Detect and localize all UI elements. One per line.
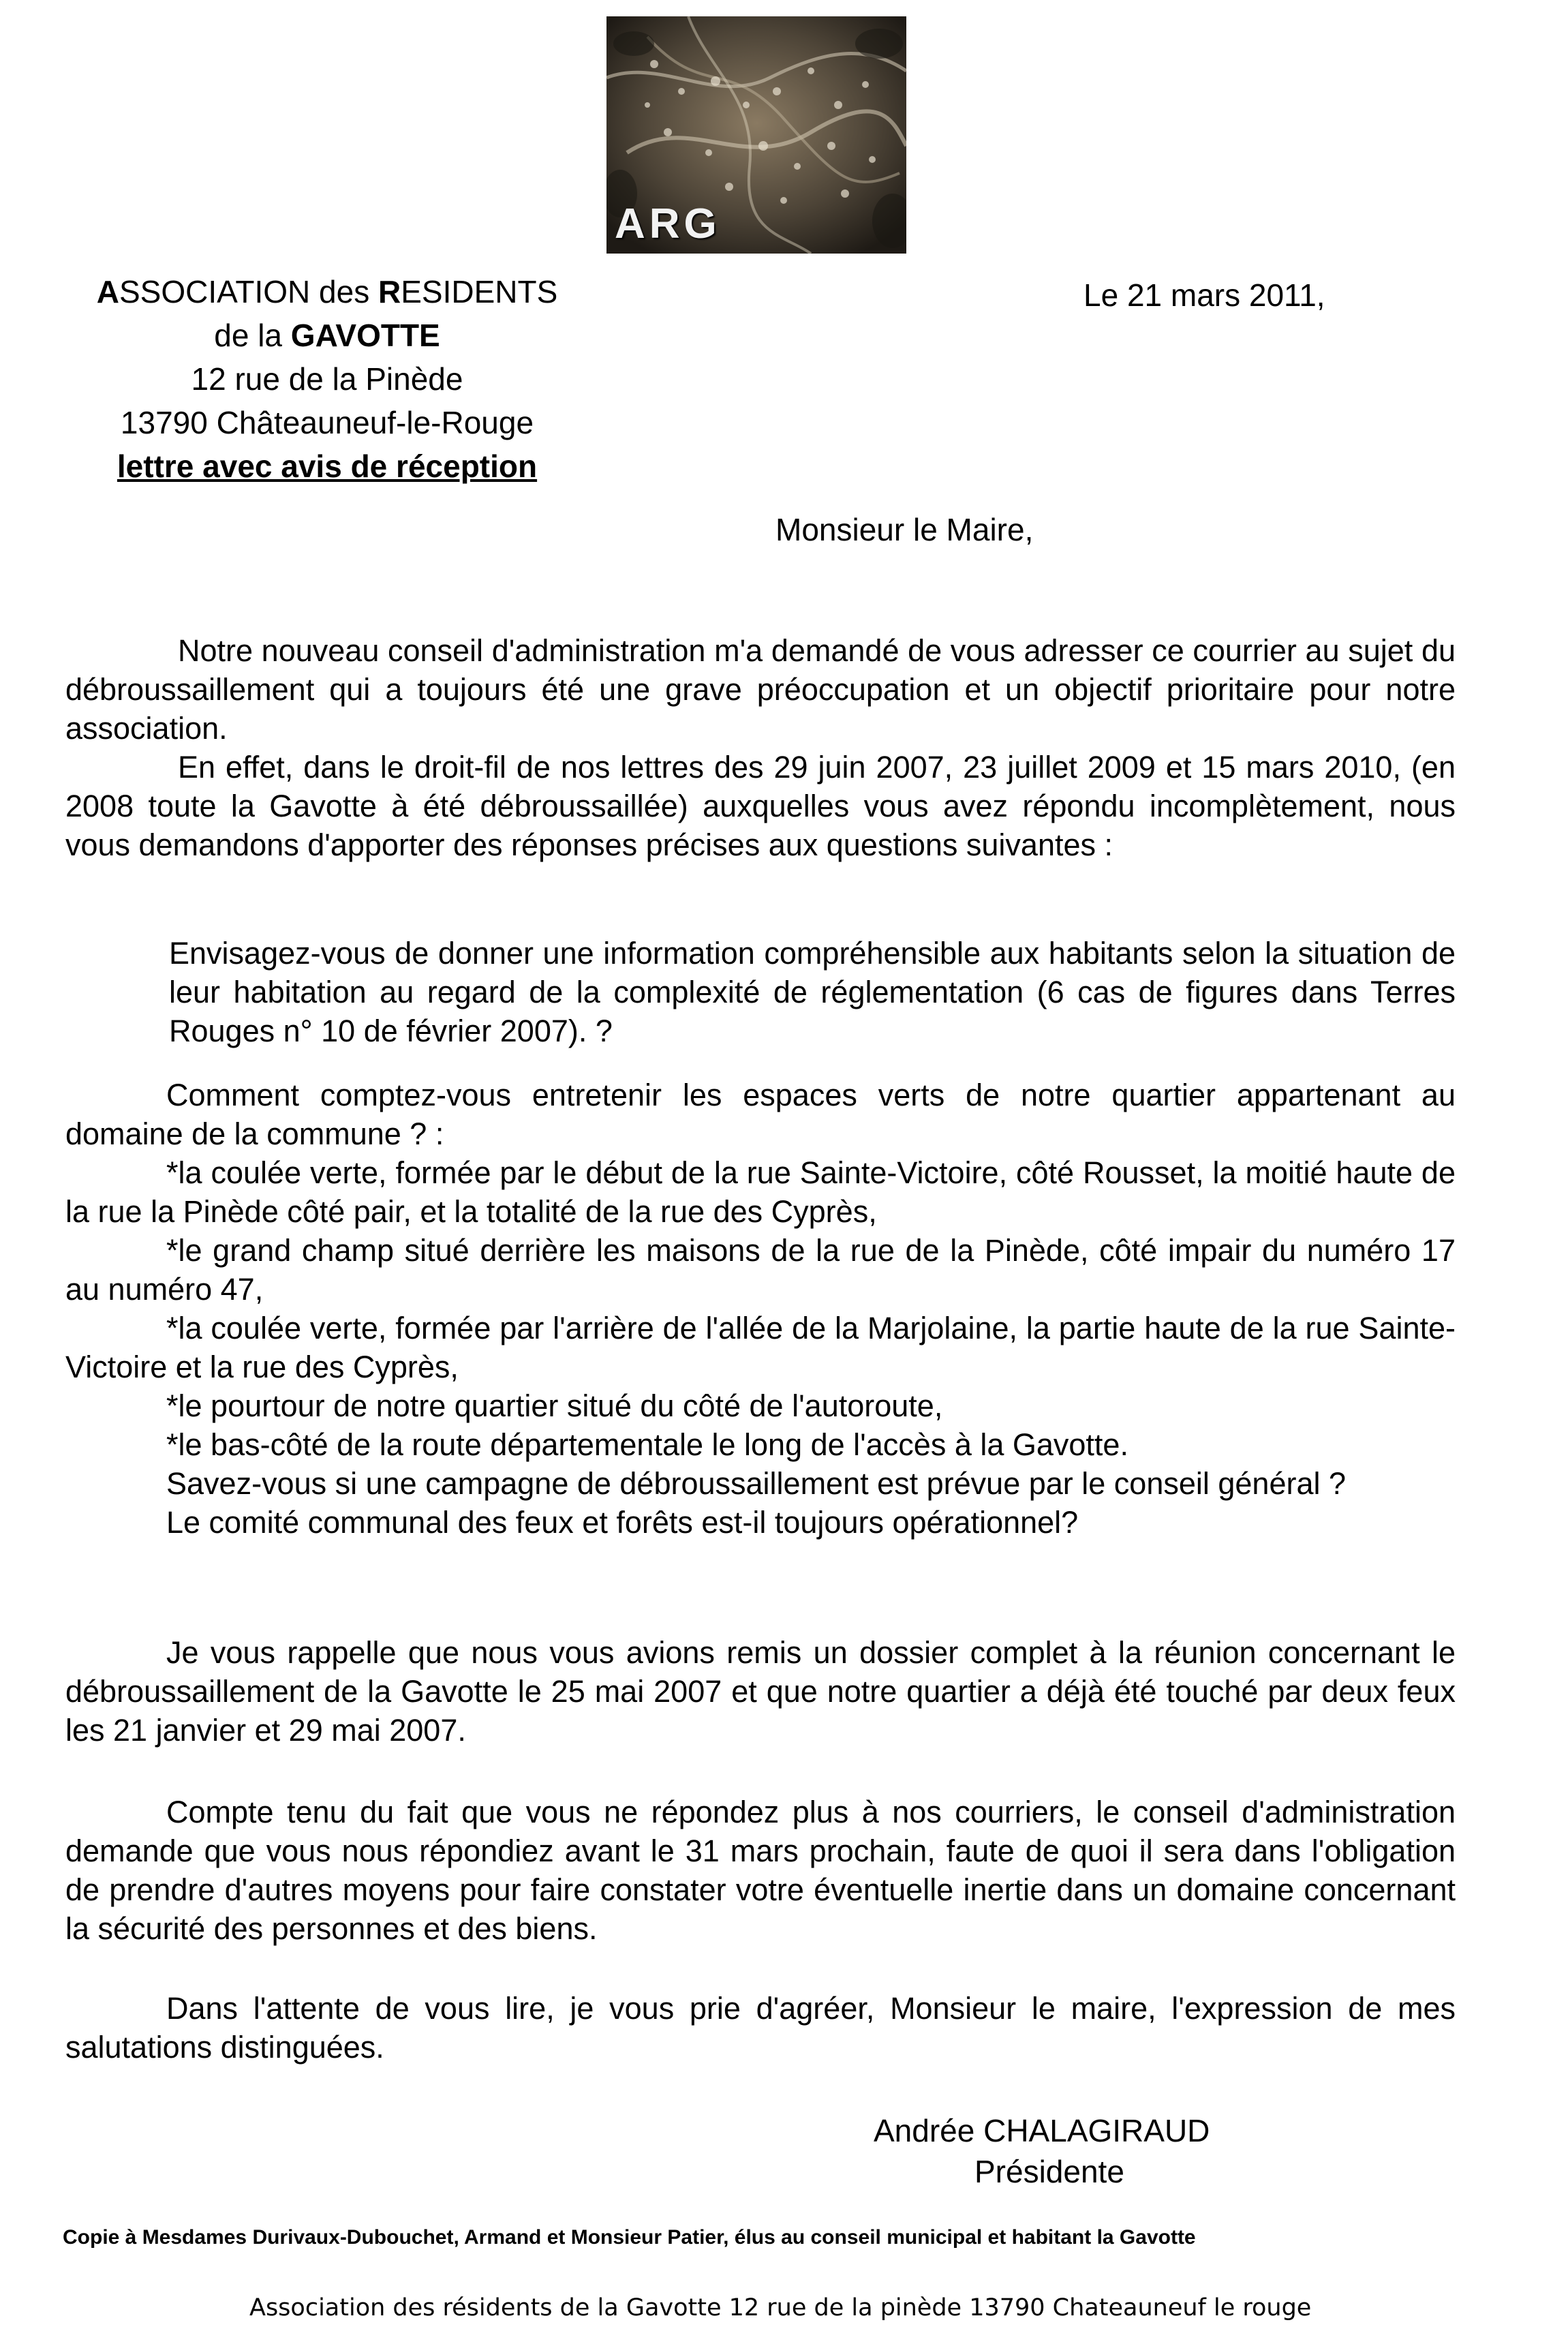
question-block	[65, 1076, 1456, 1542]
sender-text-1: SSOCIATION des	[119, 274, 378, 309]
bullet-4: *le pourtour de notre quartier situé du côté de l'autoroute,	[166, 1388, 943, 1423]
question-1: Envisagez-vous de donner une information compréhensible aux habitants selon la situation de leur habitation au regard de la complexité de réglementation (6 cas de figures dans Terres Rouges n° 10 de février 2007). ?	[169, 936, 1456, 1048]
footer-address: Association des résidents de la Gavotte 12 rue de la pinède 13790 Chateauneuf le rouge	[249, 2294, 1312, 2322]
signature-title: Présidente	[974, 2154, 1124, 2189]
bullet-1: *la coulée verte, formée par le début de la rue Sainte-Victoire, côté Rousset, la moitié haute de la rue la Pinède côté pair, et la totalité de la rue des Cyprès,	[65, 1155, 1456, 1229]
paragraph-3	[65, 1633, 1456, 1750]
question-4: Le comité communal des feux et forêts est-il toujours opérationnel?	[166, 1505, 1079, 1540]
question-2: Comment comptez-vous entretenir les espaces verts de notre quartier appartenant au domaine de la commune ? :	[65, 1078, 1456, 1151]
paragraph-4-text: Compte tenu du fait que vous ne répondez plus à nos courriers, le conseil d'administration demande que vous nous répondiez avant le 31 mars prochain, faute de quoi il sera dans l'obligation de prendre d'autres moyens pour faire constater votre éventuelle inertie dans un domaine concernant la sécurité des personnes et des biens.	[65, 1795, 1456, 1946]
paragraph-2: En effet, dans le droit-fil de nos lettres des 29 juin 2007, 23 juillet 2009 et 15 mars 2010, (en 2008 toute la Gavotte à été débroussaillée) auxquelles vous avez répondu incomplètement, nous vous demandons d'apporter des réponses précises aux questions suivantes :	[65, 750, 1456, 862]
sender-mention: lettre avec avis de réception	[117, 448, 538, 484]
sender-text-2: ESIDENTS	[401, 274, 558, 309]
arg-logo	[606, 16, 906, 254]
sender-initial-a: A	[96, 274, 119, 309]
sender-address-2: 13790 Châteauneuf-le-Rouge	[120, 405, 534, 440]
copy-notice: Copie à Mesdames Durivaux-Dubouchet, Armand et Monsieur Patier, élus au conseil municipal et habitant la Gavotte	[63, 2226, 1196, 2249]
letter-date: Le 21 mars 2011,	[1083, 277, 1325, 313]
signature-block	[874, 2110, 1255, 2192]
sender-text-3: de la	[214, 318, 291, 353]
salutation: Monsieur le Maire,	[775, 512, 1034, 547]
sender-address-1: 12 rue de la Pinède	[191, 361, 463, 397]
paragraph-4	[65, 1793, 1456, 1948]
sender-line-1	[68, 270, 586, 314]
bullet-3: *la coulée verte, formée par l'arrière de l'allée de la Marjolaine, la partie haute de la rue Sainte-Victoire et la rue des Cyprès,	[65, 1311, 1456, 1384]
paragraph-3-text: Je vous rappelle que nous vous avions remis un dossier complet à la réunion concernant le débroussaillement de la Gavotte le 25 mai 2007 et que notre quartier a déjà été touché par deux feux les 21 janvier et 29 mai 2007.	[65, 1635, 1456, 1748]
paragraph-intro	[65, 631, 1456, 864]
sender-line-2	[68, 314, 586, 357]
logo-text: ARG	[615, 200, 721, 247]
paragraph-5	[65, 1989, 1456, 2067]
sender-gavotte: GAVOTTE	[290, 318, 440, 353]
paragraph-1: Notre nouveau conseil d'administration m'a demandé de vous adresser ce courrier au sujet du débroussaillement qui a toujours été une grave préoccupation et un objectif prioritaire pour notre association.	[65, 633, 1456, 746]
bullet-2: *le grand champ situé derrière les maisons de la rue de la Pinède, côté impair du numéro 17 au numéro 47,	[65, 1233, 1456, 1307]
signature-name: Andrée CHALAGIRAUD	[874, 2113, 1210, 2148]
paragraph-5-text: Dans l'attente de vous lire, je vous prie d'agréer, Monsieur le maire, l'expression de mes salutations distinguées.	[65, 1991, 1456, 2065]
bullet-5: *le bas-côté de la route départementale le long de l'accès à la Gavotte.	[166, 1427, 1128, 1462]
sender-block	[68, 270, 586, 488]
question-3: Savez-vous si une campagne de débroussaillement est prévue par le conseil général ?	[166, 1466, 1347, 1501]
sender-initial-r: R	[378, 274, 401, 309]
